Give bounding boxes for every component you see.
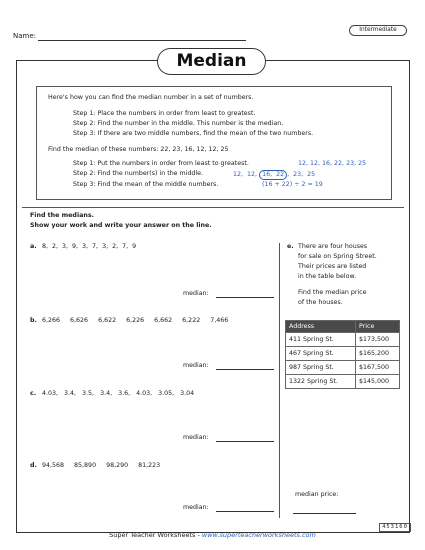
example-step-1-answer: 12, 12, 16, 22, 23, 25 <box>298 160 367 167</box>
instructions-line-2: Show your work and write your answer on the line. <box>30 222 212 229</box>
problem-e-text-4: in the table below. <box>298 273 357 280</box>
problem-d-numbers: 94,568 85,890 98,290 81,223 <box>42 462 161 469</box>
section-divider <box>22 207 404 208</box>
footer-credit-prefix: Super Teacher Worksheets - <box>109 531 202 539</box>
problem-c-answer-label: median: <box>183 434 209 441</box>
middle-numbers-circle: 16, 22 <box>259 170 287 180</box>
table-row <box>286 347 400 361</box>
problem-a-letter: a. <box>30 243 37 250</box>
problem-e-text-2: for sale on Spring Street. <box>298 253 377 260</box>
problem-c-answer-line[interactable] <box>216 441 274 442</box>
problem-e-question-2: of the houses. <box>298 299 343 306</box>
problem-b-answer-line[interactable] <box>216 369 274 370</box>
address-cell: 467 Spring St. <box>286 347 356 361</box>
problem-b-numbers: 6,266 6,626 6,622 6,226 6,662 6,222 7,466 <box>42 317 229 324</box>
problem-e-text-3: Their prices are listed <box>298 263 367 270</box>
instructions-line-1: Find the medians. <box>30 212 94 219</box>
level-badge: Intermediate <box>349 25 407 36</box>
problem-d-answer-line[interactable] <box>216 511 274 512</box>
problem-b-answer-label: median: <box>183 362 209 369</box>
address-cell: 1322 Spring St. <box>286 375 356 389</box>
column-divider <box>279 243 280 518</box>
price-cell: $145,000 <box>356 375 400 389</box>
price-cell: $167,500 <box>356 361 400 375</box>
price-cell: $165,200 <box>356 347 400 361</box>
name-label: Name: <box>13 32 37 40</box>
table-row <box>286 375 400 389</box>
problem-d-letter: d. <box>30 462 37 469</box>
column-header-address: Address <box>286 321 356 333</box>
problem-e-text-1: There are four houses <box>298 243 368 250</box>
table-row <box>286 361 400 375</box>
intro-step-2: Step 2: Find the number in the middle. This number is the median. <box>73 120 284 127</box>
intro-step-3: Step 3: If there are two middle numbers, find the mean of the two numbers. <box>73 130 314 137</box>
problem-e-answer-label: median price: <box>295 491 339 498</box>
address-cell: 411 Spring St. <box>286 333 356 347</box>
example-step-2-answer <box>233 170 315 180</box>
problem-a-numbers: 8, 2, 3, 9, 3, 7, 3, 2, 7, 9 <box>42 243 137 250</box>
footer-credit <box>0 531 425 540</box>
table-row <box>286 333 400 347</box>
price-cell: $173,500 <box>356 333 400 347</box>
column-header-price: Price <box>356 321 400 333</box>
page-title: Median <box>157 48 266 75</box>
problem-a-answer-label: median: <box>183 290 209 297</box>
problem-c-letter: c. <box>30 390 37 397</box>
footer-url-link[interactable]: www.superteacherworksheets.com <box>201 531 316 539</box>
problem-d-answer-label: median: <box>183 504 209 511</box>
name-line[interactable] <box>38 40 246 41</box>
problem-a-answer-line[interactable] <box>216 297 274 298</box>
intro-lead: Here's how you can find the median number in a set of numbers. <box>48 94 254 101</box>
worksheet-id: 453160 <box>379 523 411 532</box>
example-step-1: Step 1: Put the numbers in order from least to greatest. <box>73 160 249 167</box>
middle-post: , 23, 25 <box>287 171 316 178</box>
house-price-table <box>285 320 400 389</box>
example-prompt: Find the median of these numbers: 22, 23, 16, 12, 12, 25 <box>48 146 229 153</box>
example-step-3: Step 3: Find the mean of the middle numbers. <box>73 181 219 188</box>
problem-e-question-1: Find the median price <box>298 289 367 296</box>
example-step-2: Step 2: Find the number(s) in the middle. <box>73 170 204 177</box>
problem-e-answer-line[interactable] <box>293 513 356 514</box>
table-header-row <box>286 321 400 333</box>
problem-b-letter: b. <box>30 317 37 324</box>
address-cell: 987 Spring St. <box>286 361 356 375</box>
problem-e-letter: e. <box>287 243 294 250</box>
middle-pre: 12, 12, <box>233 171 258 178</box>
example-step-3-answer: (16 + 22) ÷ 2 = 19 <box>262 181 323 188</box>
intro-step-1: Step 1: Place the numbers in order from least to greatest. <box>73 110 256 117</box>
problem-c-numbers: 4.03, 3.4, 3.5, 3.4, 3.6, 4.03, 3.05, 3.04 <box>42 390 195 397</box>
